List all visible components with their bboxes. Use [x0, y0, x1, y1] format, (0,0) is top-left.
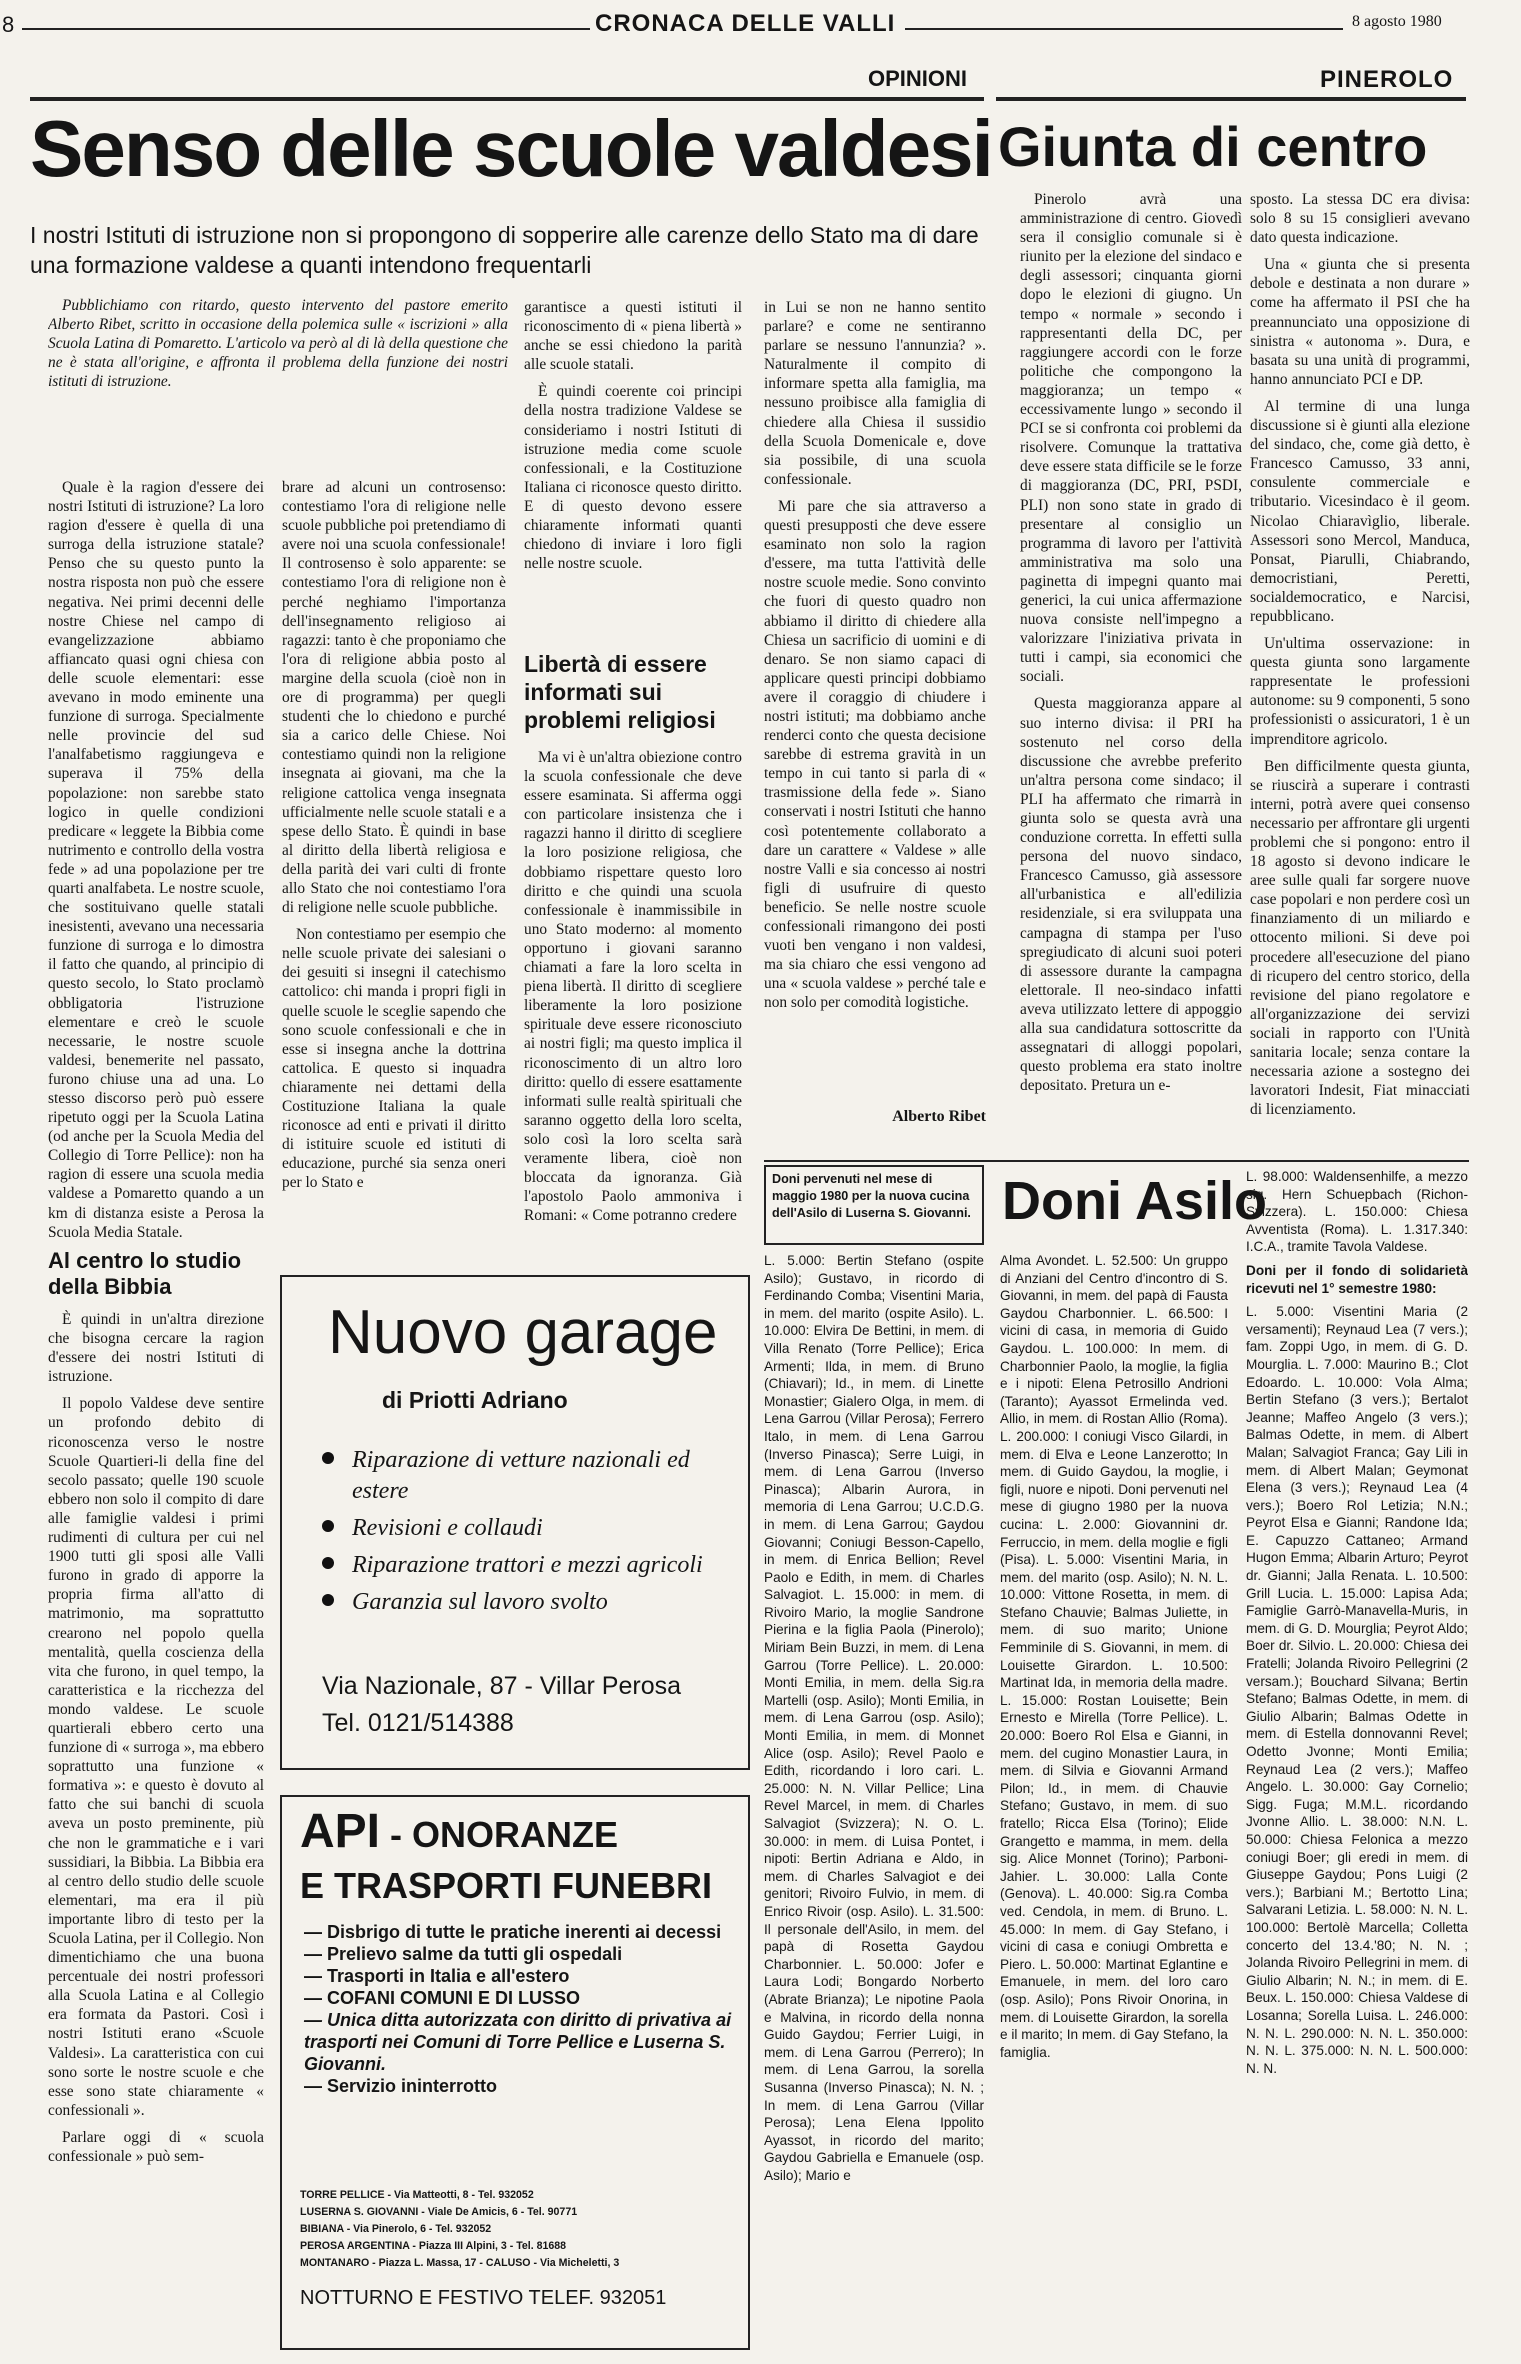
masthead-rule-left	[22, 28, 590, 30]
funeral-address: PEROSA ARGENTINA - Piazza III Alpini, 3 - Tel. 81688	[300, 2240, 567, 2252]
right-col-2	[1250, 190, 1470, 1145]
doni-col-3	[1246, 1168, 1468, 2358]
funeral-service-text: Trasporti in Italia e all'estero	[327, 1966, 570, 1986]
funeral-address: LUSERNA S. GIOVANNI - Viale De Amicis, 6 - Tel. 90771	[300, 2206, 578, 2218]
main-headline: Senso delle scuole valdesi	[30, 104, 992, 193]
funeral-address: MONTANARO - Piazza L. Massa, 17 - CALUSO - Via Micheletti, 3	[300, 2257, 620, 2269]
doni-col-3-text: L. 98.000: Waldensenhilfe, a mezzo sig. Hern Schuepbach (Richon-Svizzera). L. 150.000: Chiesa Avventista (Roma). L. 1.317.340: I.C.A., tramite Tavola Valdese.	[1246, 1169, 1468, 1255]
main-col-4-text: in Lui se non ne hanno sentito parlare? e come ne sentiranno parlare se nessuno l'annunzia? ». Naturalmente il compito di informare spetta alla famiglia, ma nessuno proibisce alla famiglia di chiedere alla Chiesa il sussidio della Scuola Domenicale e, dove sia possibile, di una scuola confessionale.	[764, 299, 986, 488]
main-col-1-text: Quale è la ragion d'essere dei nostri Istituti di istruzione? La loro ragion d'essere è quella di una surroga della istruzione statale? Penso che su questo punto la nostra risposta non può che essere negativa. Nei primi decenni delle nostre Chiese nel campo di evangelizzazione abbiamo affiancato quasi ogni chiesa con delle scuole elementari: esse avevano in modo eminente una funzione di surroga. Specialmente nelle provincie del sud l'analfabetismo raggiungeva e superava il 75% della popolazione: non sarebbe stato logico in quelle condizioni predicare « leggete la Bibbia come nutrimento e controllo della vostra fede » ad una popolazione per tre quarti analfabeta. Le nostre scuole, che sostituivano quelle statali inesistenti, avevano una necessaria funzione di surroga e lo dimostra il fatto che quando, al principio di questo secolo, lo Stato proclamò obbligatoria l'istruzione elementare e creò le scuole necessarie, le nostre scuole valdesi, benemerite nel passato, furono chiuse una ad una. Lo stesso discorso però può essere ripetuto oggi per la Scuola Latina (od anche per la Scuola Media del Collegio di Torre Pellice): non ha ragion di essere una scuola media valdese a Pomaretto quando a un km di distanza esiste a Perosa la Scuola Media Statale.	[48, 479, 264, 1241]
funeral-service-text: COFANI COMUNI E DI LUSSO	[327, 1988, 581, 2008]
doni-col-2	[1000, 1252, 1228, 2357]
garage-service-item	[322, 1587, 732, 1618]
section-rule-right	[996, 97, 1466, 101]
issue-date: 8 agosto 1980	[1352, 13, 1442, 30]
main-col-3	[524, 298, 742, 658]
garage-service-item	[322, 1445, 732, 1507]
doni-title: Doni Asilo	[1002, 1171, 1267, 1231]
main-col-1	[48, 478, 264, 1248]
author-signature: Alberto Ribet	[892, 1108, 986, 1125]
garage-service-text: Riparazione di vetture nazionali ed estere	[352, 1447, 690, 1504]
garage-owner: di Priotti Adriano	[382, 1387, 568, 1413]
funeral-service-item: — Servizio ininterrotto	[304, 2076, 498, 2096]
main-subhead: I nostri Istituti di istruzione non si propongono di sopperire alle carenze dello Stato ma di dare una formazione valdese a quanti intendono frequentarli	[30, 222, 979, 278]
right-col-1b-text: Questa maggioranza appare al suo interno divisa: il PRI ha sostenuto nel corso della discussione che avrebbe preferito un'altra persona come sindaco; il PLI ha affermato che rimarrà in giunta solo se questa avrà una conduzione corretta. In effetti sulla persona del nuovo sindaco, Francesco Camusso, già assessore all'urbanistica e all'edilizia residenziale, si era sviluppata una campagna di stampa per l'uso spregiudicato di alcuni suoi poteri di assessore durante la campagna elettorale. Il neo-sindaco infatti aveva utilizzato lettere di appoggio alla sua candidatura sottoscritte da assegnatari di alloggi popolari, questo problema era stato inoltre depositato. Pretura un e-	[1020, 695, 1242, 1095]
funeral-title-api: API	[300, 1805, 381, 1858]
garage-phone: Tel. 0121/514388	[322, 1709, 514, 1737]
funeral-service-item: — Disbrigo di tutte le pratiche inerenti ai decessi	[304, 1922, 722, 1942]
subhead-bibbia: Al centro lo studio della Bibbia	[48, 1248, 242, 1299]
funeral-title-2: E TRASPORTI FUNEBRI	[300, 1865, 713, 1906]
garage-title: Nuovo garage	[328, 1298, 718, 1367]
funeral-service-item: — Prelievo salme da tutti gli ospedali	[304, 1944, 623, 1964]
main-col-4	[764, 298, 986, 1098]
funeral-service-text: Disbrigo di tutte le pratiche inerenti ai decessi	[327, 1922, 722, 1942]
funeral-title-onoranze: - ONORANZE	[380, 1814, 619, 1855]
main-col-1d-text: Parlare oggi di « scuola confessionale » può sem-	[48, 2128, 264, 2166]
bullet-icon	[322, 1557, 334, 1569]
funeral-services	[304, 1921, 734, 2097]
main-col-4b-text: Mi pare che sia attraverso a questi presupposti che deve essere esaminato non solo la ragion d'essere, ma tutta l'attività delle nostre scuole medie. Sono convinto che fuori di questo quadro non abbiamo il diritto di chiedere alla Chiesa un sacrificio di uomini e di denaro. Se non siamo capaci di applicare questi principi dobbiamo avere il coraggio di chiudere i nostri istituti; ma dobbiamo anche renderci conto che questa decisione sarebbe di estrema gravità in un tempo in cui tanto si parla di « trasmissione della fede ». Siano conservati i nostri Istituti che hanno così potentemente collaborato a dare un carattere « Valdese » alle nostre Valli e sia concesso ai nostri figli di usufruire di questo beneficio. Se nelle nostre scuole confessionali rimangono dei posti vuoti ben vengano i non valdesi, ma sia chiaro che essi vengono ad una « scuola valdese » perché tale e non solo per comodità logistiche.	[764, 497, 986, 1012]
main-col-3-text: garantisce a questi istituti il riconoscimento di « piena libertà » anche se essi chiedono la parità alle scuole statali.	[524, 299, 742, 374]
garage-services	[322, 1445, 732, 1624]
subhead-liberta: Libertà di essere informati sui problemi religiosi	[524, 651, 716, 733]
bullet-icon	[322, 1452, 334, 1464]
bullet-icon	[322, 1520, 334, 1532]
funeral-service-item: — Trasporti in Italia e all'estero	[304, 1966, 570, 1986]
paper-name: CRONACA DELLE VALLI	[595, 10, 896, 37]
funeral-service-text: Servizio ininterrotto	[327, 2076, 498, 2096]
right-col-2c-text: Al termine di una lunga discussione si è giunti alla elezione del sindaco, che, come già detto, è Francesco Camusso, 33 anni, consulente commerciale e tributario. Vicesindaco è il geom. Nicolao Chiaravìglio, liberale. Assessori sono Mercol, Manduca, Ponsat, Piarulli, Chiabrando, democristiani, Peretti, socialdemocratico, e Narcisi, repubblicano.	[1250, 397, 1470, 625]
main-col-1b-text: È quindi in un'altra direzione che bisogna cercare la ragion d'essere dei nostri Istituti di istruzione.	[48, 1311, 264, 1386]
main-col-1-cont	[48, 1310, 264, 2355]
section-label-pinerolo: PINEROLO	[1320, 66, 1454, 93]
funeral-service-text: Prelievo salme da tutti gli ospedali	[327, 1944, 623, 1964]
garage-service-item	[322, 1550, 732, 1581]
main-col-3b-text: È quindi coerente coi principi della nostra tradizione Valdese se consideriamo i nostri Istituti di istruzione media come scuole confessionali, e la Costituzione Italiana ci riconosce questo diritto. E di questo devono essere chiaramente informati quanti chiedono di inviare i loro figli nelle nostre scuole.	[524, 383, 742, 573]
right-col-2d-text: Un'ultima osservazione: in questa giunta sono largamente rappresentate le professioni autonome: su 9 componenti, 5 sono professionisti o assicuratori, 1 è un imprenditore agricolo.	[1250, 635, 1470, 748]
funeral-addresses	[300, 2187, 740, 2272]
main-col-1c-text: Il popolo Valdese deve sentire un profondo debito di riconoscenza verso le nostre Scuole Quartieri-li della fine del secolo passato; quelle 190 scuole ebbero non solo il compito di dare alle famiglie valdesi i primi rudimenti di cultura per cui nel 1900 tutti gli sposi alle Valli furono in grado di apporre la propria firma all'atto di matrimonio, ma soprattutto crearono nel popolo quella mentalità, quella coscienza della vita che furono, in quel tempo, la caratteristica e la ricchezza del mondo valdese. Le scuole quartierali ebbero certo una funzione di « surroga », ma ebbero soprattutto una funzione « formativa »: e questo è dovuto al fatto che sui banchi di scuola aveva un posto preminente, più che non le grammatiche e i vari sussidiari, la Bibbia. La Bibbia era al centro dello studio delle scuole elementari, ma era il più importante libro di testo per la Scuola Latina, per il Collegio. Non dimentichiamo che una buona percentuale dei nostri professori alla Scuola Latina e al Collegio era formata da Pastori. Così i nostri Istituti erano «Scuole Valdesi». La caratteristica con cui sono sorte le nostre scuole e che esse sono state chiaramente « confessionali ».	[48, 1395, 264, 2119]
right-headline: Giunta di centro	[998, 115, 1428, 178]
funeral-title-1	[300, 1805, 619, 1858]
doni-col-3b-text: L. 5.000: Visentini Maria (2 versamenti); Reynaud Lea (7 vers.); fam. Zoppi Ugo, in mem. di G. D. Mourglia. L. 7.000: Maurino B.; Clot Edoardo. L. 10.000: Vola Alma; Bertin Stefano (3 vers.); Bertalot Jeanne; Maffeo Angelo (3 vers.); Balmas Odette, in mem. di Albert Malan; Salvagiot Franca; Gay Lili in mem. di Albert Malan; Geymonat Elena (3 vers.); Reynaud Lea (4 vers.); Boero Rol Letizia; N.N.; Peyrot Elsa e Gianni; Randone Ida; E. Capuzzo Cattaneo; Armand Hugon Emma; Albarin Arturo; Peyrot dr. Gianni; Jalla Renata. L. 10.500: Grill Lucia. L. 15.000: Lapisa Ada; Famiglie Garrò-Manavella-Muris, in mem. di G. D. Mourglia; Peyrot Aldo; Boer dr. Silvio. L. 20.000: Chiesa dei Fratelli; Jolanda Rivoiro Pellegrini (2 versam.); Bouchard Silvana; Bertin Stefano; Balmas Odette, in mem. di Giulio Albarin; Balmas Odette in mem. di Estella donnovanni Revel; Odetto Jvonne; Monti Emilia; Reynaud Lea (2 vers.); Maffeo Angelo. L. 30.000: Gay Cornelio; Sigg. Fuga; M.M.L. ricordando Jvonne Allio. L. 38.000: N.N. L. 50.000: Chiesa Felonica a mezzo coniugi Boer; gli eredi in mem. di Giuseppe Gaydou; Pons Luigi (2 vers.); Barbiani M.; Bertotto Lina; Salvarani Letizia. L. 58.000: N. N. L. 100.000: Bertolè Marcella; Colletta concerto del 13.4.'80; N. N. ; Jolanda Rivoiro Pellegrini in mem. di Giulio Albarin; N. N.; in mem. di E. Beux. L. 150.000: Chiesa Valdese di Losanna; Sorella Luisa. L. 246.000: N. N. L. 290.000: N. N. L. 350.000: N. N. L. 375.000: N. N. L. 500.000: N. N.	[1246, 1304, 1468, 2076]
doni-col-1-text: L. 5.000: Bertin Stefano (ospite Asilo); Gustavo, in ricordo di Ferdinando Comba; Visentini Maria, in mem. del marito (ospite Asilo). L. 10.000: Elvira De Bettini, in mem. di Villa Renato (Torre Pellice); Erica Armenti; Ilda, in mem. di Bruno (Chiavari); Id., in mem. di Linette Monastier; Gialero Olga, in mem. di Lena Garrou (Villar Perosa); Ferrero Italo, in mem. di Lena Garrou (Inverso Pinasca); Serre Luigi, in mem. di Lena Garrou (Inverso Pinasca); Albarin Aurora, in memoria di Lena Garrou; U.C.D.G. in mem. di Lena Garrou; Gaydou Giovanni; Coniugi Besson-Capello, in mem. di Enrica Bellion; Revel Paolo e Edith, in mem. di Charles Salvagiot. L. 15.000: in mem. di Rivoiro Mario, la moglie Sandrone Pierina e la figlia Paola (Pinerolo); Miriam Bein Buzzi, in mem. di Lena Garrou (Torre Pellice). L. 20.000: Monti Emilia, in mem. della Sig.ra Martelli (osp. Asilo); Monti Emilia, in mem. di Lena Garrou (osp. Asilo); Monti Emilia, in mem. di Monnet Alice (osp. Asilo); Revel Paolo e Edith, ricordando i loro cari. L. 25.000: N. N. Villar Pellice; Lina Revel Marcel, in mem. di Charles Salvagiot (Svizzera); N. O. L. 30.000: in mem. di Luisa Pontet, i nipoti: Bertin Adriana e Aldo, in mem. di Charles Salvagiot e dei genitori; Rivoiro Fulvio, in mem. di Enrico Rivoir (osp. Asilo). L. 31.500: Il personale dell'Asilo, in mem. del papà di Rosetta Gaydou Charbonnier. L. 50.000: Jofer e Laura Lodi; Bongardo Norberto (Abrate Brianza); Le nipotine Paola e Malvina, in ricordo della nonna Guido Gaydou; Ferrier Luigi, in mem. di Lena Garrou (Perrero); In mem. di Lena Garrou, la sorella Susanna (Inverso Pinasca); N. N. ; In mem. di Lena Garrou (Villar Perosa); Lena Elena Ippolito Ayassot, in ricordo del marito; Gaydou Gabriella e Emanuele (osp. Asilo); Mario e	[764, 1253, 984, 2183]
right-col-1	[1020, 190, 1242, 1145]
section-label-opinioni: OPINIONI	[868, 66, 968, 91]
doni-col-3-header: Doni per il fondo di solidarietà ricevuti nel 1° semestre 1980:	[1246, 1262, 1468, 1296]
main-col-2	[282, 478, 506, 1248]
funeral-service-item: — COFANI COMUNI E DI LUSSO	[304, 1988, 581, 2008]
garage-service-item	[322, 1513, 732, 1544]
right-col-2e-text: Ben difficilmente questa giunta, se riuscirà a superare i contrasti interni, potrà avere quei consenso necessario per affrontare gli urgenti problemi che si pongono: entro il 18 agosto si devono indicare le aree sulle quali far sorgere nuove case popolari e non perdere così un finanziamento di un miliardo e ottocento milioni. Si deve poi procedere all'esecuzione del piano di ricupero del centro storico, della revisione del piano regolatore e all'organizzazione dei servizi sociali in rapporto con l'Unità sanitaria locale; senza contare la necessaria azione a sostegno dei lavoratori Indesit, Fiat minacciati di licenziamento.	[1250, 757, 1470, 1119]
right-col-2-text: sposto. La stessa DC era divisa: solo 8 su 15 consiglieri avevano dato questa indicazione.	[1250, 191, 1470, 247]
garage-address: Via Nazionale, 87 - Villar Perosa	[322, 1672, 681, 1700]
doni-col-2-text: Alma Avondet. L. 52.500: Un gruppo di Anziani del Centro d'incontro di S. Giovanni, in mem. del papà di Fausta Gaydou Charbonnier. L. 66.500: I vicini di casa, in memoria di Guido Gaydou. L. 100.000: In mem. di Charbonnier Paolo, la moglie, la figlia e i nipoti: Elena Petrosillo Andrioni (Taranto); Ayassot Ermelinda ved. Allio, in mem. di Rostan Allio (Roma). L. 200.000: I coniugi Visco Gilardi, in mem. di Elva e Leone Lanzerotto; In mem. di Guido Gaydou, la moglie, i figli, nuore e nipoti. Doni pervenuti nel mese di giugno 1980 per la nuova cucina: L. 2.000: Giovannini dr. Ferruccio, in mem. della moglie e figli (Pisa). L. 5.000: Visentini Maria, in mem. del marito (osp. Asilo); N. N. L. 10.000: Vittone Rosetta, in mem. di Stefano Chauvie; Balmas Juliette, in mem. di suo marito; Unione Femminile di S. Giovanni, in mem. di Louisette Girardon. L. 10.500: Martinat Ida, in memoria della madre. L. 15.000: Rostan Louisette; Bein Ernesto e Mirella (Torre Pellice). L. 20.000: Boero Rol Elsa e Gianni, in mem. del cugino Monastier Laura, in mem. di Silvia e Giovanni Armand Pilon; Id., in mem. di Chauvie Stefano; Gustavo, in mem. di suo fratello; Ricca Elsa (Torino); Elide Grangetto e mamma, in mem. della sig. Alice Monnet (Torino); Parboni-Jahier. L. 30.000: Lalla Conte (Genova). L. 40.000: Sig.ra Comba ved. Cendola, in mem. di Bruno. L. 45.000: In mem. di Gay Stefano, i vicini di casa e coniugi Ombretta e Piero. L. 50.000: Martinat Eglantine e Emanuele, in mem. del loro caro (osp. Asilo); Pons Rivoir Onorina, in mem. di Louisette Girardon, la sorella e il marito; In mem. di Gay Stefano, la famiglia.	[1000, 1253, 1228, 2060]
section-rule-left	[30, 97, 984, 101]
ad-nuovo-garage	[280, 1275, 750, 1770]
doni-top-rule	[764, 1160, 1469, 1162]
doni-header-box	[764, 1165, 984, 1245]
garage-service-text: Riparazione trattori e mezzi agricoli	[352, 1552, 703, 1578]
right-col-2b-text: Una « giunta che si presenta debole e destinata a non durare » come ha affermato il PSI che ha preannunciato una opposizione di sinistra « autonoma ». Dura, e basata su una unità di programmi, hanno annunciato PCI e DP.	[1250, 256, 1470, 388]
garage-service-text: Garanzia sul lavoro svolto	[352, 1589, 608, 1615]
main-col-3-cont	[524, 748, 742, 1248]
funeral-service-text: Unica ditta autorizzata con diritto di privativa ai trasporti nei Comuni di Torre Pellice e Luserna S. Giovanni.	[304, 2010, 732, 2074]
bullet-icon	[322, 1594, 334, 1606]
funeral-address: TORRE PELLICE - Via Matteotti, 8 - Tel. 932052	[300, 2189, 534, 2201]
doni-col-1	[764, 1252, 984, 2357]
funeral-address: BIBIANA - Via Pinerolo, 6 - Tel. 932052	[300, 2223, 492, 2235]
garage-service-text: Revisioni e collaudi	[352, 1515, 543, 1541]
main-col-2-text: brare ad alcuni un controsenso: contestiamo l'ora di religione nelle scuole pubbliche poi pretendiamo di avere noi una scuola confessionale! Il controsenso è solo apparente: se contestiamo l'ora di religione non è perché neghiamo l'importanza dell'insegnamento religioso ai ragazzi: tanto è che proponiamo che l'ora di religione abbia posto al margine della scuola (cioè non in ore di programma) per quegli studenti che lo chiedono e purché sia a carico delle Chiese. Noi contestiamo quindi non la religione insegnata ai giovani, ma che la religione cattolica venga insegnata ufficialmente nelle scuole statali e a spese dello Stato. È quindi in base al diritto della libertà religiosa e della parità dei vari culti di fronte allo Stato che noi contestiamo l'ora di religione nelle scuole pubbliche.	[282, 479, 506, 917]
page-number: 8	[2, 12, 15, 37]
main-col-2b-text: Non contestiamo per esempio che nelle scuole private dei salesiani o dei gesuiti si insegni il catechismo cattolico: chi manda i propri figli in quelle scuole le sceglie sapendo che sono scuole confessionali e che in esse si insegna anche la dottrina cattolica. E questo si inquadra chiaramente nei dettami della Costituzione Italiana la quale riconosce ad enti e privati il diritto di istituire scuole ed istituti di educazione, purché sia senza oneri per lo Stato e	[282, 926, 506, 1192]
main-intro: Pubblichiamo con ritardo, questo intervento del pastore emerito Alberto Ribet, scritto in occasione della polemica sulle « iscrizioni » alla Scuola Latina di Pomaretto. L'articolo va però al di là della questione che ne è stata all'origine, e affronta il problema della funzione dei nostri istituti di istruzione.	[48, 297, 508, 391]
masthead-rule-right	[905, 28, 1343, 30]
funeral-service-item: — Unica ditta autorizzata con diritto di privativa ai trasporti nei Comuni di Torre Pellice e Luserna S. Giovanni.	[304, 2010, 732, 2074]
main-col-3c-text: Ma vi è un'altra obiezione contro la scuola confessionale che deve essere esaminata. Si afferma oggi con particolare insistenza che i ragazzi hanno il diritto di scegliere la loro posizione religiosa, che dobbiamo rispettare questo loro diritto e che quindi una scuola confessionale è inammissibile in uno Stato moderno: al momento opportuno i giovani saranno chiamati a fare la loro scelta in piena libertà. Il diritto di scegliere liberamente la loro posizione spirituale deve essere riconosciuto ai nostri figli; ma questo implica il riconoscimento di un altro loro diritto: quello di essere esattamente informati sulle realtà spirituali che saranno oggetto della loro scelta, solo così la loro scelta sarà veramente libera, cioè non bloccata da ignoranza. Già l'apostolo Paolo ammoniva i Romani: « Come potranno credere	[524, 749, 742, 1225]
ad-api-onoranze	[280, 1795, 750, 2350]
doni-header-text: Doni pervenuti nel mese di maggio 1980 per la nuova cucina dell'Asilo di Luserna S. Giovanni.	[772, 1172, 971, 1220]
right-col-1-text: Pinerolo avrà una amministrazione di centro. Giovedì sera il consiglio comunale si è riunito per la elezione del sindaco e degli assessori; cinquanta giorni dopo le elezioni di giugno. Un tempo « normale » secondo i rappresentanti della DC, per raggiungere accordi con le forze politiche che compongono la maggioranza; un tempo « eccessivamente lungo » secondo il PCI se si confronta coi problemi da risolvere. Comunque la trattativa deve essere stata difficile se le forze di maggioranza (DC, PRI, PSDI, PLI) non sono state in grado di presentare al consiglio un programma di lavoro per l'attività amministrativa ma solo una paginetta di impegni quanto mai generici, la cui unica affermazione nuova consiste nell'impegno a valorizzare l'iniziativa privata in tutti i campi, sia economici che sociali.	[1020, 191, 1242, 686]
funeral-footer: NOTTURNO E FESTIVO TELEF. 932051	[300, 2287, 667, 2309]
